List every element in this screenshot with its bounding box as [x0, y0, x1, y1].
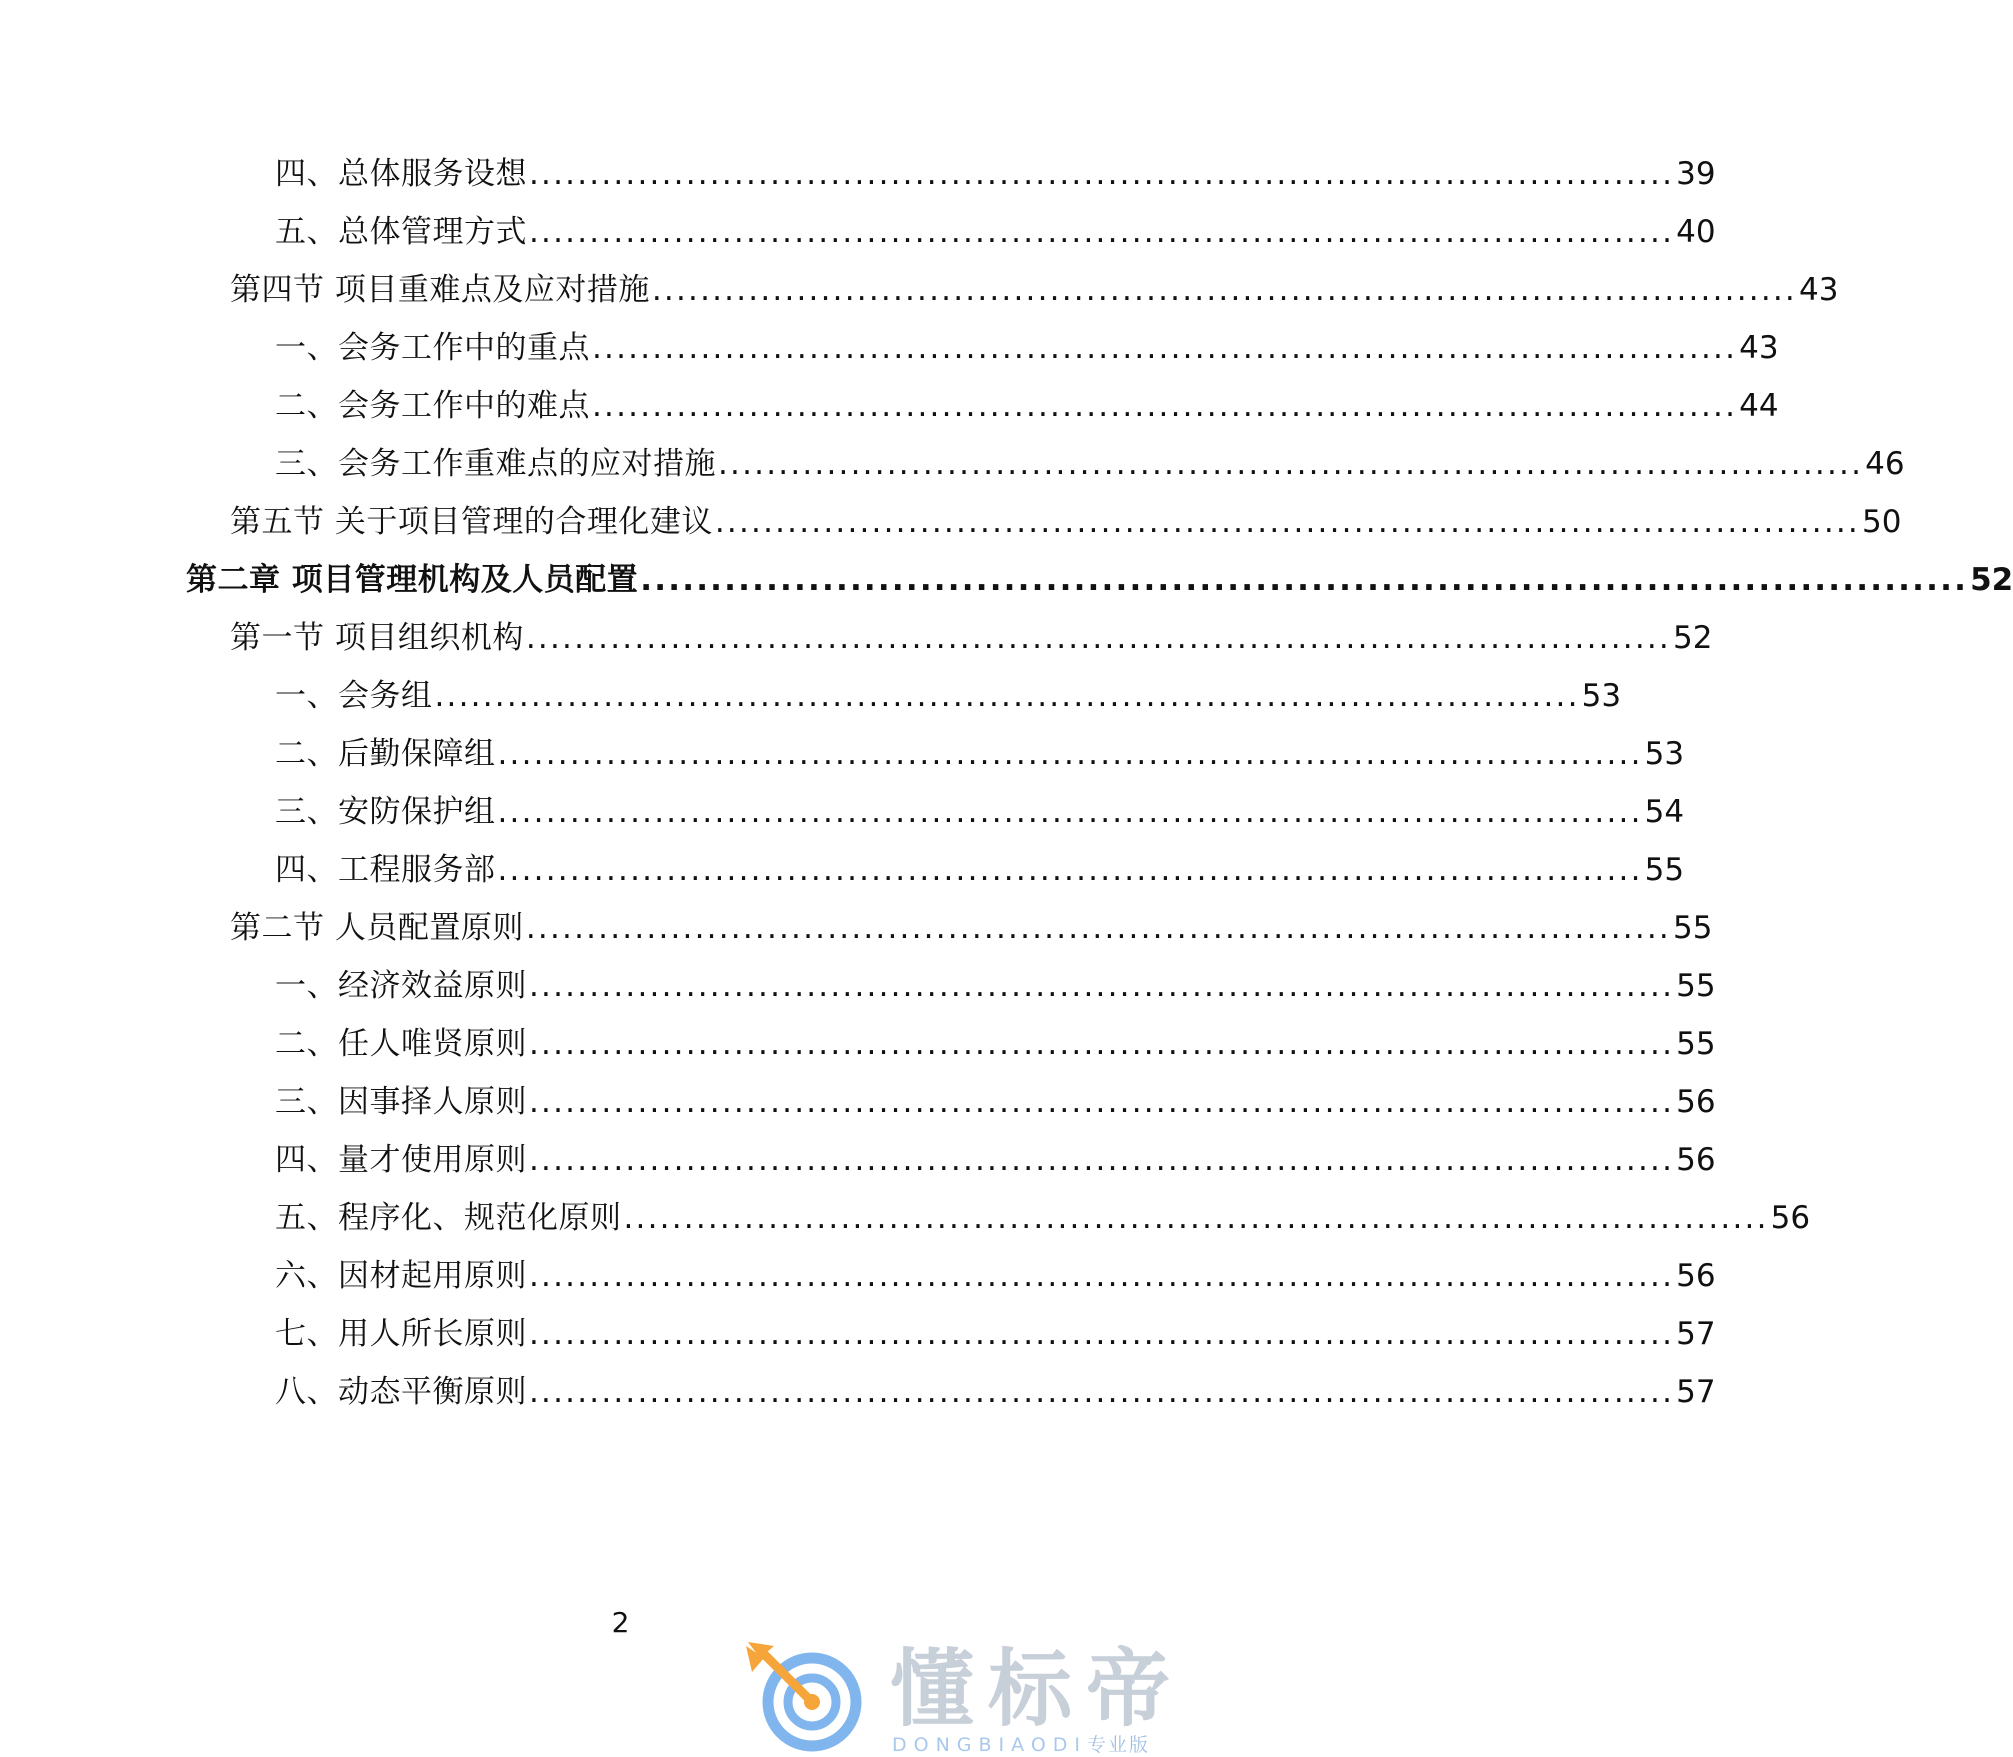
toc-entry[interactable]: [275, 326, 1779, 370]
toc-entry-section[interactable]: [230, 268, 1839, 312]
toc-entry-title: 五、总体管理方式: [275, 214, 527, 250]
toc-entry-title: 第二节 人员配置原则: [230, 910, 524, 946]
toc-entry[interactable]: [275, 848, 1685, 892]
toc-entry-title: 二、会务工作中的难点: [275, 388, 590, 424]
toc-entry-page: 56: [1770, 1200, 1811, 1236]
toc-entry-title: 三、因事择人原则: [275, 1084, 527, 1120]
toc-entry-section[interactable]: [230, 616, 1713, 660]
toc-entry-page: 52: [1970, 562, 2013, 598]
toc-entry-page: 40: [1676, 214, 1716, 250]
toc-entry-section[interactable]: [230, 906, 1713, 950]
toc-entry-page: 39: [1676, 156, 1716, 192]
toc-dot-leader: ...............................................................................................: [529, 1026, 1675, 1062]
toc-dot-leader: ...............................................................................................: [592, 330, 1738, 366]
toc-dot-leader: ...............................................................................................: [497, 794, 1643, 830]
toc-dot-leader: ...............................................................................................: [529, 1258, 1675, 1294]
toc-entry[interactable]: [275, 964, 1716, 1008]
toc-entry-page: 50: [1862, 504, 1902, 540]
toc-dot-leader: ...............................................................................................: [529, 1142, 1675, 1178]
toc-dot-leader: ...............................................................................................: [525, 620, 1671, 656]
toc-dot-leader: ...............................................................................................: [529, 156, 1675, 192]
toc-entry-section[interactable]: [230, 500, 1902, 544]
watermark-edition: 专业版: [1087, 1734, 1151, 1756]
toc-entry-title: 四、工程服务部: [275, 852, 496, 888]
toc-entry-title: 四、总体服务设想: [275, 156, 527, 192]
toc-entry-page: 44: [1739, 388, 1779, 424]
toc-dot-leader: ...............................................................................................: [529, 1084, 1675, 1120]
toc-dot-leader: ...............................................................................................: [714, 504, 1860, 540]
toc-entry[interactable]: [275, 674, 1622, 718]
toc-entry[interactable]: [275, 1138, 1716, 1182]
toc-entry-page: 57: [1676, 1374, 1716, 1410]
toc-dot-leader: ...............................................................................................: [718, 446, 1864, 482]
toc-entry-page: 56: [1676, 1258, 1716, 1294]
toc-entry-chapter[interactable]: [186, 558, 2013, 602]
toc-entry-page: 56: [1676, 1084, 1716, 1120]
toc-dot-leader: ...............................................................................................: [529, 968, 1675, 1004]
toc-entry-page: 55: [1676, 1026, 1716, 1062]
toc-entry[interactable]: [275, 732, 1685, 776]
toc-entry-page: 46: [1865, 446, 1905, 482]
watermark-subtitle-latin: DONGBIAODI: [892, 1734, 1088, 1756]
toc-entry[interactable]: [275, 1196, 1811, 1240]
toc-entry-title: 七、用人所长原则: [275, 1316, 527, 1352]
toc-entry-page: 57: [1676, 1316, 1716, 1352]
toc-entry-title: 三、安防保护组: [275, 794, 496, 830]
toc-entry-page: 52: [1673, 620, 1713, 656]
toc-entry[interactable]: [275, 790, 1685, 834]
toc-entry-title: 一、会务工作中的重点: [275, 330, 590, 366]
toc-dot-leader: ...............................................................................................: [529, 1316, 1675, 1352]
toc-entry-page: 53: [1644, 736, 1685, 772]
toc-entry-page: 56: [1676, 1142, 1716, 1178]
toc-entry-title: 第五节 关于项目管理的合理化建议: [230, 504, 713, 540]
toc-entry-title: 二、后勤保障组: [275, 736, 496, 772]
toc-entry-page: 43: [1799, 272, 1839, 308]
toc-dot-leader: ...............................................................................................: [651, 272, 1797, 308]
page-number: 2: [611, 1606, 630, 1639]
toc-entry[interactable]: [275, 442, 1905, 486]
toc-entry-page: 43: [1739, 330, 1779, 366]
watermark-brand: 懂标帝: [890, 1640, 1185, 1738]
toc-dot-leader: ...............................................................................................: [592, 388, 1738, 424]
toc-entry[interactable]: [275, 384, 1779, 428]
toc-entry[interactable]: [275, 210, 1716, 254]
toc-entry-page: 55: [1676, 968, 1716, 1004]
toc-entry-title: 二、任人唯贤原则: [275, 1026, 527, 1062]
toc-entry-page: 55: [1644, 852, 1685, 888]
toc-entry[interactable]: [275, 1080, 1716, 1124]
toc-entry-title: 第一节 项目组织机构: [230, 620, 524, 656]
toc-entry-title: 三、会务工作重难点的应对措施: [275, 446, 716, 482]
toc-entry-title: 一、会务组: [275, 678, 433, 714]
toc-entry[interactable]: [275, 152, 1716, 196]
toc-dot-leader: ...............................................................................................: [525, 910, 1671, 946]
toc-entry-title: 第二章 项目管理机构及人员配置: [186, 562, 639, 598]
toc-entry-title: 一、经济效益原则: [275, 968, 527, 1004]
watermark-subtitle: [892, 1730, 1150, 1757]
toc-dot-leader: ...............................................................................................: [497, 852, 1643, 888]
toc-entry-page: 54: [1644, 794, 1685, 830]
toc-entry-title: 五、程序化、规范化原则: [275, 1200, 622, 1236]
toc-entry[interactable]: [275, 1022, 1716, 1066]
toc-dot-leader: ...............................................................................................: [434, 678, 1580, 714]
toc-dot-leader: ...............................................................................................: [623, 1200, 1769, 1236]
toc-entry-title: 第四节 项目重难点及应对措施: [230, 272, 650, 308]
target-arrow-icon: [740, 1636, 870, 1754]
toc-entry-page: 55: [1673, 910, 1713, 946]
toc-entry[interactable]: [275, 1370, 1716, 1414]
toc-entry[interactable]: [275, 1312, 1716, 1356]
watermark: [740, 1636, 1220, 1754]
toc-dot-leader: ...............................................................................................: [640, 562, 1969, 598]
toc-dot-leader: ...............................................................................................: [529, 214, 1675, 250]
toc-entry-page: 53: [1581, 678, 1622, 714]
toc-dot-leader: ...............................................................................................: [529, 1374, 1675, 1410]
toc-entry[interactable]: [275, 1254, 1716, 1298]
toc-dot-leader: ...............................................................................................: [497, 736, 1643, 772]
toc-entry-title: 六、因材起用原则: [275, 1258, 527, 1294]
toc-entry-title: 四、量才使用原则: [275, 1142, 527, 1178]
toc-entry-title: 八、动态平衡原则: [275, 1374, 527, 1410]
